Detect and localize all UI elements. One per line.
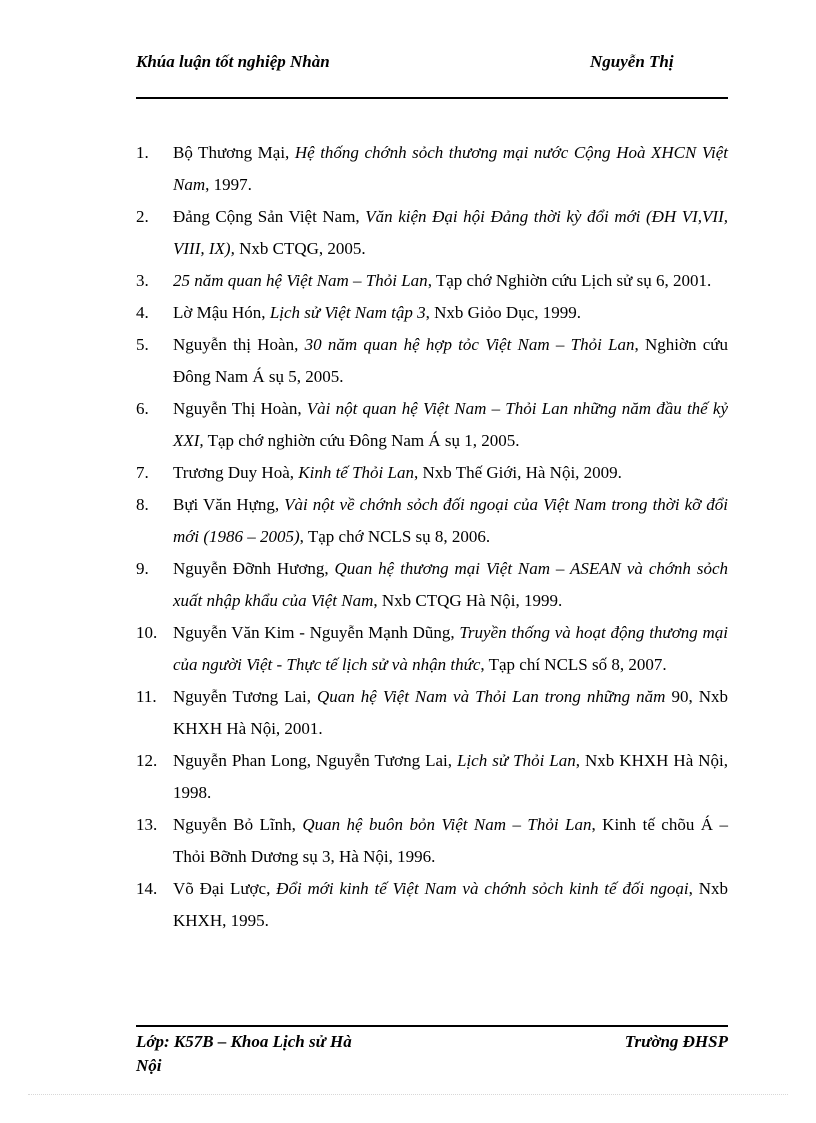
reference-number: 4. <box>136 303 149 322</box>
reference-title: Lịch sử Việt Nam tập 3 <box>269 303 426 322</box>
reference-title: Quan hệ buôn bỏn Việt Nam – Thỏi Lan <box>302 815 592 834</box>
reference-title: 25 năm quan hệ Việt Nam – Thỏi Lan <box>173 271 428 290</box>
reference-number: 6. <box>136 399 149 418</box>
reference-item <box>136 265 728 297</box>
reference-title: Vài nột về chớnh sỏch đối ngoại của Việt Nam trong thời kỡ đổi mới (1986 – 2005) <box>173 495 728 546</box>
reference-number: 13. <box>136 815 158 834</box>
reference-details: , Nxb Giỏo Dục, 1999. <box>425 303 581 322</box>
reference-author: Bựi Văn Hựng, <box>173 495 285 514</box>
reference-title: Văn kiện Đại hội Đảng thời kỳ đổi mới (ĐH VI,VII, VIII, IX), <box>173 207 728 258</box>
reference-item <box>136 553 728 617</box>
reference-list <box>136 137 728 937</box>
reference-title: Đổi mới kinh tế Việt Nam và chớnh sỏch kinh tế đối ngoại <box>276 879 689 898</box>
reference-details: 90, Nxb KHXH Hà Nội, 2001. <box>173 687 728 738</box>
reference-title: Kinh tế Thỏi Lan <box>298 463 414 482</box>
reference-details: , Nxb Thế Giới, Hà Nội, 2009. <box>413 463 622 482</box>
reference-number: 10. <box>136 623 158 642</box>
reference-author: Nguyễn Đỡnh Hương, <box>173 559 335 578</box>
reference-author: Bộ Thương Mại, <box>173 143 295 162</box>
reference-title: Hệ thống chớnh sỏch thương mại nước Cộng Hoà XHCN Việt Nam <box>173 143 728 194</box>
reference-details: , Tạp chí NCLS số 8, 2007. <box>480 655 667 674</box>
reference-title: Quan hệ thương mại Việt Nam – ASEAN và chớnh sỏch xuất nhập khẩu của Việt Nam <box>173 559 728 610</box>
reference-details: , Tạp chớ Nghiờn cứu Lịch sử sụ 6, 2001. <box>427 271 712 290</box>
reference-number: 14. <box>136 879 158 898</box>
reference-item <box>136 297 728 329</box>
reference-details: Nxb CTQG, 2005. <box>234 239 366 258</box>
reference-number: 5. <box>136 335 149 354</box>
reference-author: Nguyễn Tương Lai, <box>173 687 317 706</box>
reference-number: 8. <box>136 495 149 514</box>
header-left: Khúa luận tốt nghiệp Nhàn <box>136 52 330 71</box>
reference-number: 1. <box>136 143 149 162</box>
reference-details: , Nxb KHXH Hà Nội, 1998. <box>173 751 728 802</box>
reference-author: Nguyễn Văn Kim - Nguyễn Mạnh Dũng, <box>173 623 460 642</box>
reference-item <box>136 617 728 681</box>
reference-number: 2. <box>136 207 149 226</box>
reference-title: 30 năm quan hệ hợp tỏc Việt Nam – Thỏi Lan <box>304 335 635 354</box>
reference-item <box>136 137 728 201</box>
reference-author: Nguyễn Thị Hoàn, <box>173 399 307 418</box>
reference-item <box>136 681 728 745</box>
reference-number: 11. <box>136 687 157 706</box>
reference-title: Truyền thống và hoạt động thương mại của người Việt - Thực tế lịch sử và nhận thức <box>173 623 728 674</box>
footer-rule <box>136 1025 728 1027</box>
reference-item <box>136 457 728 489</box>
reference-author: Nguyễn Bỏ Lĩnh, <box>173 815 303 834</box>
reference-details: , Nghiờn cứu Đông Nam Á sụ 5, 2005. <box>173 335 729 386</box>
page-edge <box>28 1094 788 1095</box>
reference-details: , Kinh tế chõu Á – Thỏi Bỡnh Dương sụ 3, Hà Nội, 1996. <box>173 815 728 866</box>
reference-item <box>136 809 728 873</box>
reference-item <box>136 489 728 553</box>
reference-details: , Nxb KHXH, 1995. <box>173 879 728 930</box>
reference-author: Trương Duy Hoà, <box>173 463 299 482</box>
reference-item <box>136 329 728 393</box>
reference-number: 9. <box>136 559 149 578</box>
header-right: Nguyễn Thị <box>590 52 674 71</box>
reference-author: Nguyễn thị Hoàn, <box>173 335 305 354</box>
reference-author: Võ Đại Lược, <box>173 879 277 898</box>
footer-right: Trường ĐHSP <box>624 1032 728 1051</box>
reference-item <box>136 745 728 809</box>
reference-number: 7. <box>136 463 149 482</box>
footer-left: Lớp: K57B – Khoa Lịch sử Hà Nội <box>136 1032 352 1075</box>
reference-item <box>136 393 728 457</box>
reference-item <box>136 873 728 937</box>
reference-details: , Nxb CTQG Hà Nội, 1999. <box>373 591 563 610</box>
reference-title: Quan hệ Việt Nam và Thỏi Lan trong những năm <box>317 687 666 706</box>
reference-author: Nguyễn Phan Long, Nguyễn Tương Lai, <box>173 751 457 770</box>
reference-title: Vài nột quan hệ Việt Nam – Thỏi Lan những năm đầu thế kỷ XXI, <box>173 399 728 450</box>
reference-author: Đảng Cộng Sản Việt Nam, <box>173 207 366 226</box>
reference-details: , Tạp chớ NCLS sụ 8, 2006. <box>299 527 491 546</box>
reference-details: Tạp chớ nghiờn cứu Đông Nam Á sụ 1, 2005. <box>203 431 520 450</box>
header-rule <box>136 97 728 99</box>
reference-item <box>136 201 728 265</box>
reference-author: Lờ Mậu Hón, <box>173 303 270 322</box>
reference-details: , 1997. <box>205 175 252 194</box>
reference-title: Lịch sử Thỏi Lan <box>457 751 576 770</box>
reference-number: 12. <box>136 751 158 770</box>
reference-number: 3. <box>136 271 149 290</box>
